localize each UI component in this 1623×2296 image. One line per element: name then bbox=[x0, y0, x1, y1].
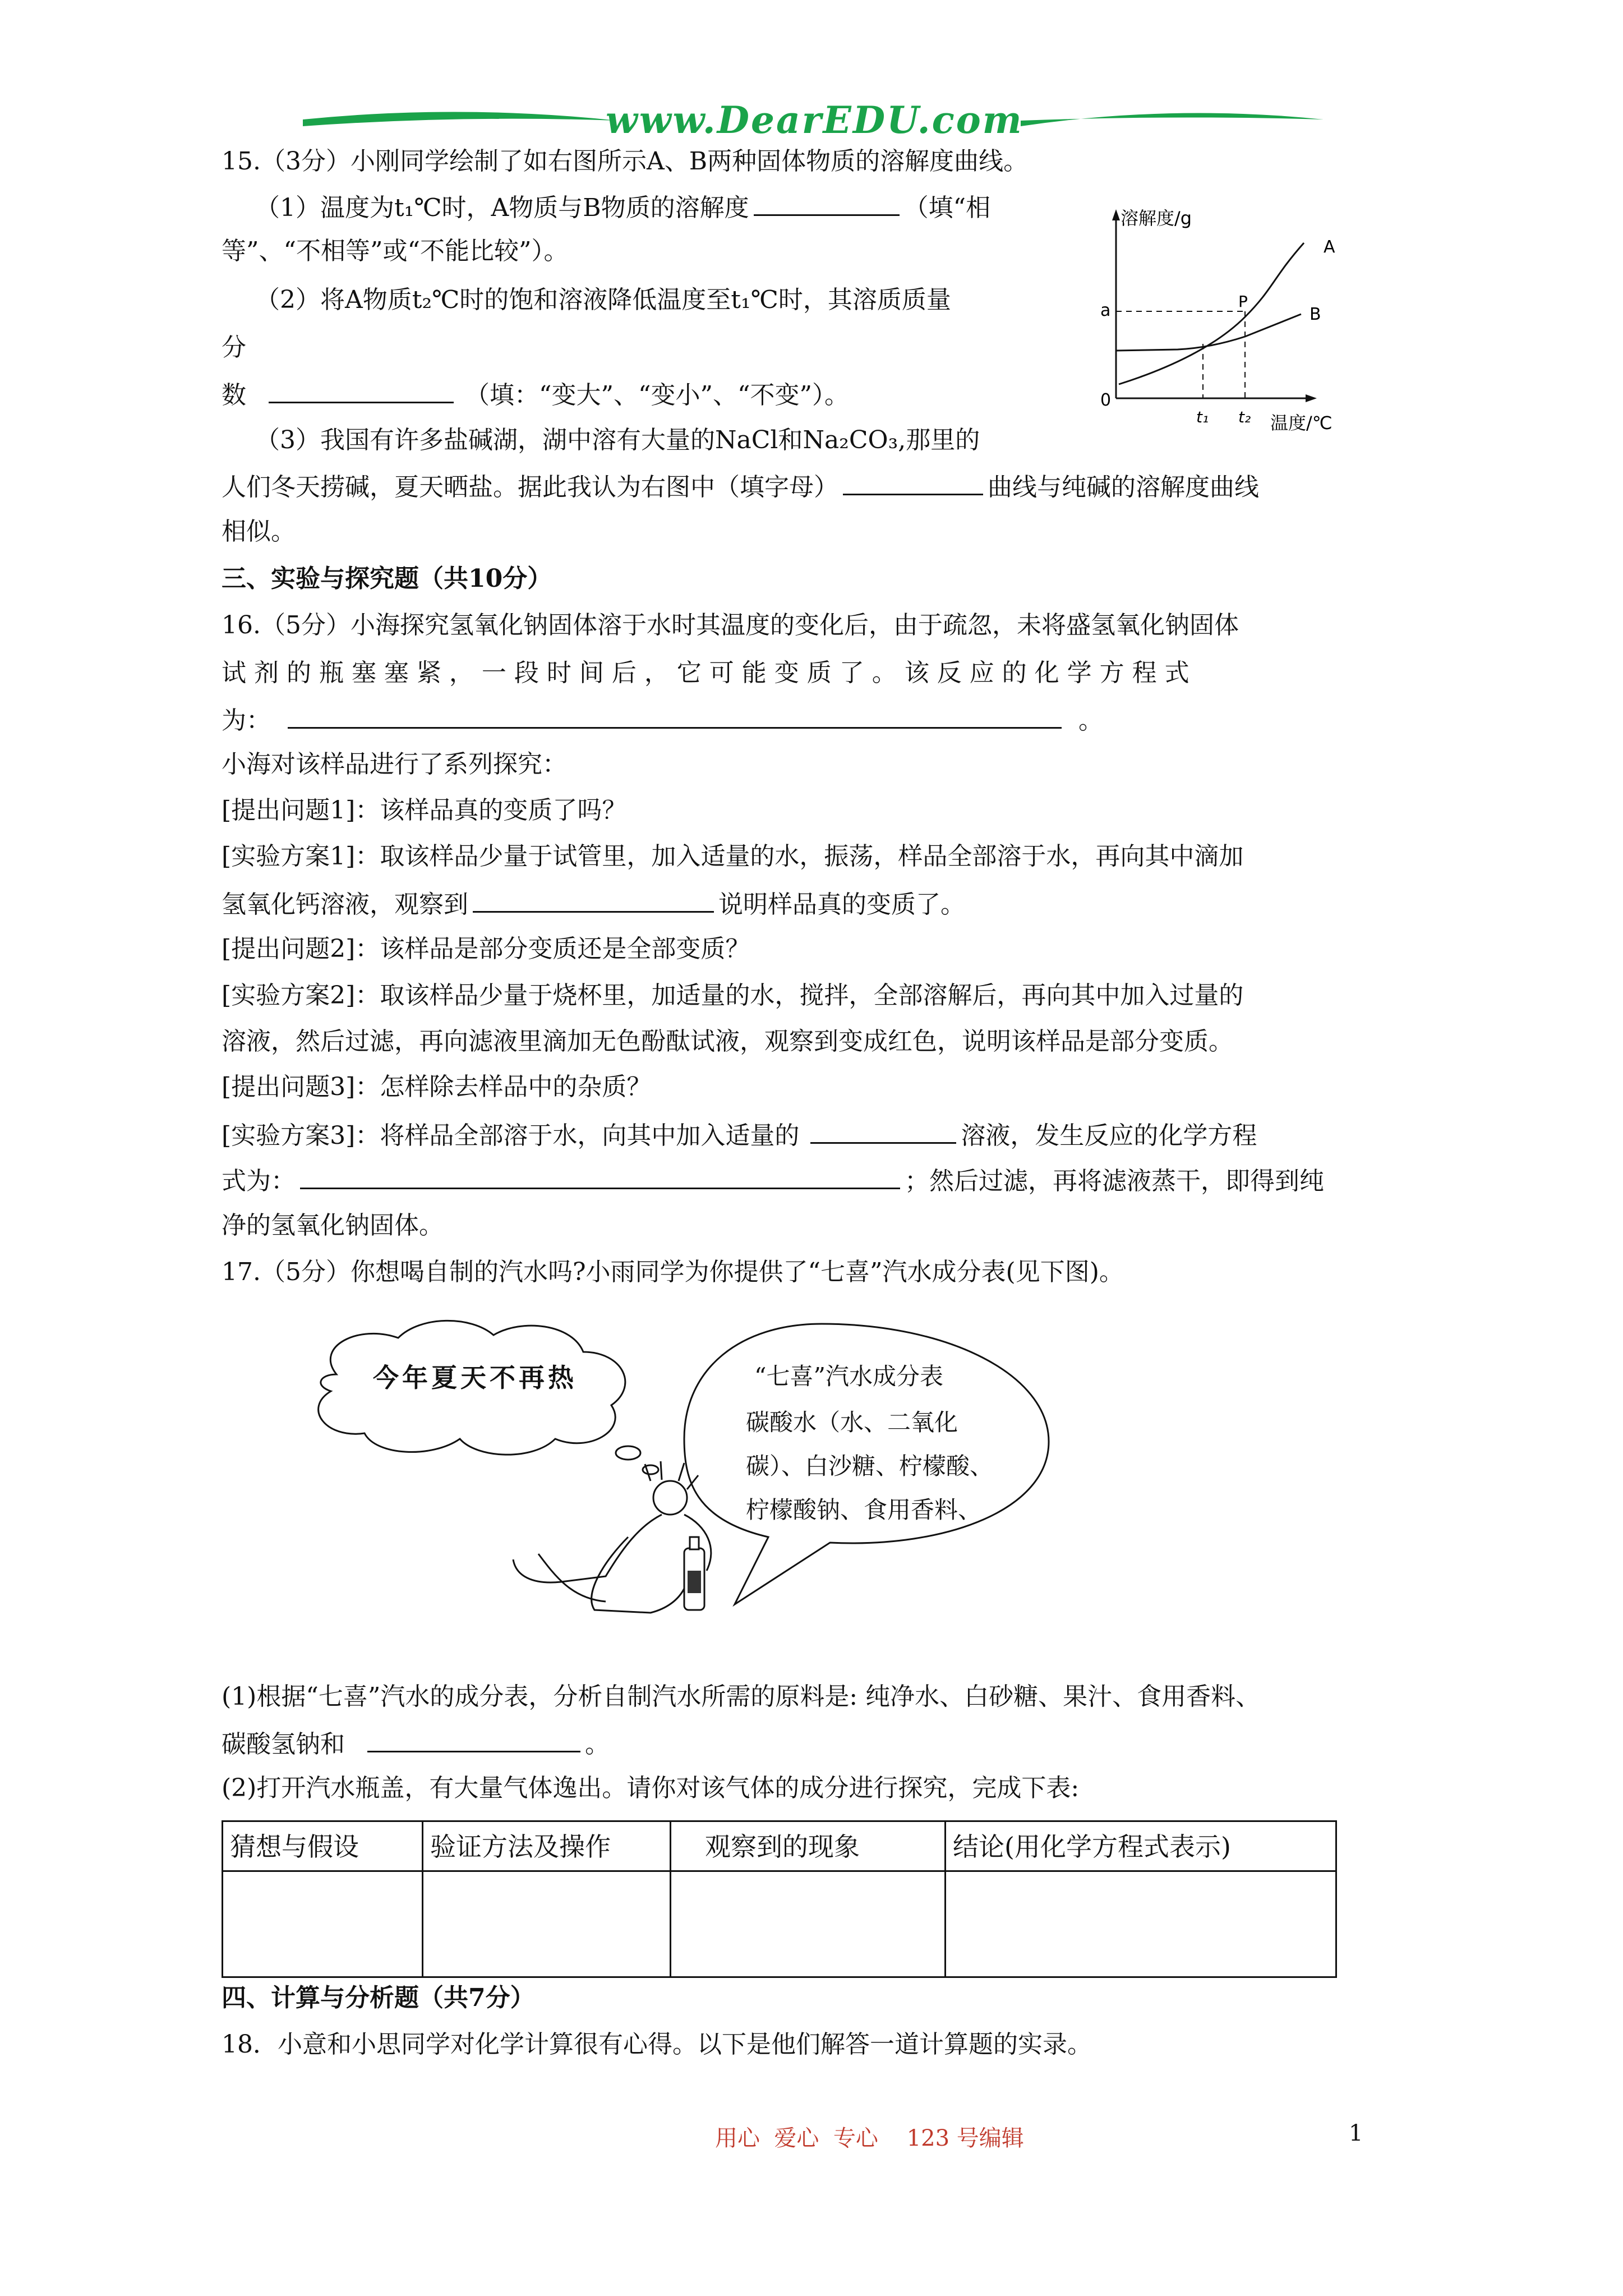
q16-line7-tail: 说明样品真的变质了。 bbox=[718, 890, 965, 919]
footer-page-number: 1 bbox=[1349, 2120, 1363, 2146]
header-logo bbox=[303, 98, 1324, 149]
q15-p3-line1: （3）我国有许多盐碱湖，湖中溶有大量的NaCl和Na₂CO₃,那里的 bbox=[255, 426, 980, 454]
q17-blank-ingredient[interactable] bbox=[367, 1726, 580, 1752]
q16-line2: 试 剂 的 瓶 塞 塞 紧 ， 一 段 时 间 后 ， 它 可 能 变 质 了 。 该 反 应 的 化 学 方 程 式 bbox=[222, 659, 1189, 687]
table-header-cell: 观察到的现象 bbox=[671, 1821, 946, 1871]
graph-tick-t1: t₁ bbox=[1196, 408, 1209, 426]
graph-label-aval: a bbox=[1100, 301, 1111, 320]
q16-line10: 溶液，然后过滤，再向滤液里滴加无色酚酞试液，观察到变成红色，说明该样品是部分变质。 bbox=[222, 1027, 1233, 1056]
q15-p1-line2: 等”、“不相等”或“不能比较”）。 bbox=[222, 237, 569, 265]
table-header-cell: 猜想与假设 bbox=[223, 1821, 423, 1871]
q16-line7 bbox=[222, 886, 965, 922]
q15-p2-line2: 分 bbox=[222, 333, 246, 362]
q15-p3-line3: 相似。 bbox=[222, 517, 296, 546]
q15-p3-head: 人们冬天捞碱，夏天晒盐。据此我认为右图中（填字母） bbox=[222, 473, 838, 501]
logo-swoosh-left bbox=[303, 104, 617, 143]
bubble-line2: 碳酸水（水、二氧化 bbox=[746, 1409, 958, 1436]
bubble-line3: 碳）、白沙糖、柠檬酸、 bbox=[746, 1452, 994, 1480]
q17-sub1-tail: 。 bbox=[585, 1730, 610, 1759]
q17-sub2: (2)打开汽水瓶盖，有大量气体逸出。请你对该气体的成分进行探究，完成下表: bbox=[222, 1774, 1080, 1802]
q15-p3-line2 bbox=[222, 469, 1259, 504]
q15-p1-tail: （填“相 bbox=[903, 194, 991, 222]
q18-line: 18．小意和小思同学对化学计算很有心得。以下是他们解答一道计算题的实录。 bbox=[222, 2030, 1092, 2059]
answer-table bbox=[222, 1820, 1337, 1978]
q15-p2-tail: （填：“变大”、“变小”、“不变”）。 bbox=[465, 381, 849, 409]
q16-line12 bbox=[222, 1117, 1257, 1153]
logo-swoosh-right bbox=[1021, 104, 1324, 143]
q16-line9: [实验方案2]：取该样品少量于烧杯里，加适量的水，搅拌，全部溶解后，再向其中加入过量的 bbox=[222, 981, 1244, 1010]
bubble-line4: 柠檬酸钠、食用香料、 bbox=[746, 1496, 982, 1524]
cloud-text: 今年夏天不再热 bbox=[373, 1363, 577, 1393]
table-answer-cell[interactable] bbox=[946, 1871, 1336, 1977]
q15-title: 15.（3分）小刚同学绘制了如右图所示A、B两种固体物质的溶解度曲线。 bbox=[222, 147, 1029, 176]
q16-line13-tail: ；然后过滤，再将滤液蒸干，即得到纯 bbox=[905, 1167, 1324, 1195]
q16-line12-head: [实验方案3]：将样品全部溶于水，向其中加入适量的 bbox=[222, 1121, 800, 1150]
q17-line1: 17.（5分）你想喝自制的汽水吗?小雨同学为你提供了“七喜”汽水成分表(见下图)。 bbox=[222, 1258, 1124, 1286]
graph-tick-t2: t₂ bbox=[1238, 408, 1251, 426]
q16-blank-observe[interactable] bbox=[473, 886, 714, 913]
q17-sub1-line2 bbox=[222, 1726, 610, 1761]
q16-line6: [实验方案1]：取该样品少量于试管里，加入适量的水，振荡，样品全部溶于水，再向其中滴加 bbox=[222, 842, 1244, 871]
person-sketch bbox=[513, 1461, 711, 1613]
q16-line7-head: 氢氧化钙溶液，观察到 bbox=[222, 890, 468, 919]
q16-line3-tail: 。 bbox=[1078, 706, 1103, 735]
q15-blank-2[interactable] bbox=[269, 377, 454, 403]
q16-blank-equation[interactable] bbox=[288, 702, 1062, 729]
q15-blank-1[interactable] bbox=[754, 190, 900, 216]
logo-text[interactable]: www.DearEDU.com bbox=[606, 98, 1023, 142]
graph-label-p: P bbox=[1238, 292, 1248, 311]
section-4-heading: 四、计算与分析题（共7分） bbox=[222, 1984, 535, 2012]
q16-line1: 16.（5分）小海探究氢氧化钠固体溶于水时其温度的变化后，由于疏忽，未将盛氢氧化钠固体 bbox=[222, 611, 1239, 639]
footer-center: 用心 爱心 专心 123 号编辑 bbox=[715, 2125, 1024, 2151]
q16-line14: 净的氢氧化钠固体。 bbox=[222, 1211, 444, 1240]
q15-p1-text: （1）温度为t₁℃时，A物质与B物质的溶解度 bbox=[255, 194, 749, 222]
bubble-line1: “七喜”汽水成分表 bbox=[754, 1363, 943, 1390]
q16-line5: [提出问题1]：该样品真的变质了吗？ bbox=[222, 796, 627, 825]
graph-ylabel: 溶解度/g bbox=[1121, 208, 1192, 229]
graph-label-a: A bbox=[1324, 237, 1335, 257]
q15-blank-3[interactable] bbox=[843, 469, 983, 495]
table-answer-cell[interactable] bbox=[423, 1871, 671, 1977]
curve-a bbox=[1119, 243, 1304, 384]
q16-blank-equation-2[interactable] bbox=[300, 1163, 900, 1189]
section-3-heading: 三、实验与探究题（共10分） bbox=[222, 564, 552, 593]
q15-p2-line1: （2）将A物质t₂℃时的饱和溶液降低温度至t₁℃时，其溶质质量 bbox=[255, 286, 951, 314]
q16-line3 bbox=[222, 702, 1103, 738]
table-header-cell: 验证方法及操作 bbox=[423, 1821, 671, 1871]
thought-dot-1 bbox=[616, 1446, 640, 1460]
table-answer-row bbox=[223, 1871, 1336, 1977]
q15-p1-line1 bbox=[255, 190, 990, 225]
q16-line13-head: 式为： bbox=[222, 1167, 296, 1195]
graph-label-origin: 0 bbox=[1100, 390, 1112, 410]
q16-line11: [提出问题3]：怎样除去样品中的杂质？ bbox=[222, 1073, 652, 1101]
table-answer-cell[interactable] bbox=[671, 1871, 946, 1977]
q17-sub1-line1: (1)根据“七喜”汽水的成分表，分析自制汽水所需的原料是: 纯净水、白砂糖、果汁、食用香料、 bbox=[222, 1682, 1261, 1711]
q15-p3-tail: 曲线与纯碱的溶解度曲线 bbox=[988, 473, 1259, 501]
curve-b bbox=[1116, 314, 1301, 351]
q15-p2-head: 数 bbox=[222, 381, 246, 409]
q16-line13 bbox=[222, 1163, 1324, 1198]
graph-label-b: B bbox=[1310, 305, 1321, 324]
table-header-cell: 结论(用化学方程式表示) bbox=[946, 1821, 1336, 1871]
graph-y-arrow bbox=[1112, 209, 1120, 220]
q15-p2-line3 bbox=[222, 377, 849, 412]
q16-line12-tail: 溶液，发生反应的化学方程 bbox=[961, 1121, 1257, 1150]
graph-xlabel: 温度/℃ bbox=[1270, 412, 1332, 434]
graph-x-arrow bbox=[1306, 394, 1317, 402]
q17-sub1-head: 碳酸氢钠和 bbox=[222, 1730, 345, 1759]
q16-line4: 小海对该样品进行了系列探究： bbox=[222, 750, 567, 779]
q16-line8: [提出问题2]：该样品是部分变质还是全部变质？ bbox=[222, 935, 750, 963]
q16-line3-head: 为： bbox=[222, 706, 271, 735]
table-header-row bbox=[223, 1821, 1336, 1871]
table-answer-cell[interactable] bbox=[223, 1871, 423, 1977]
q16-blank-reagent[interactable] bbox=[810, 1117, 956, 1144]
solubility-graph bbox=[1088, 199, 1368, 440]
